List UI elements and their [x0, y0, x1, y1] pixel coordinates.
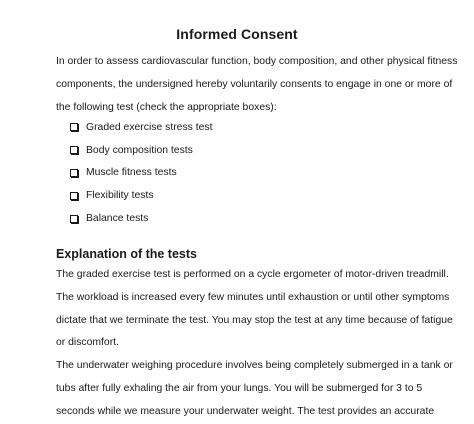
checklist-item-label: Muscle fitness tests — [86, 167, 177, 179]
checklist-item-label: Graded exercise stress test — [86, 121, 213, 133]
explanation-line: The workload is increased every few minutes until exhaustion or until other symptoms — [56, 291, 450, 303]
checklist-item-flexibility[interactable] — [70, 184, 212, 207]
explanation-paragraph — [56, 264, 466, 424]
intro-paragraph — [56, 51, 466, 119]
intro-line: the following test (check the appropriate boxes): — [56, 101, 277, 113]
checklist-item-muscle-fitness[interactable] — [70, 162, 212, 185]
explanation-line: The underwater weighing procedure involves being completely submerged in a tank or — [56, 360, 453, 372]
explanation-line: seconds while we measure your underwater weight. The test provides an accurate — [56, 405, 435, 417]
explanation-line: The graded exercise test is performed on a cycle ergometer of motor-driven treadmill. — [56, 269, 449, 280]
intro-line: In order to assess cardiovascular function, body composition, and other physical fitness — [56, 56, 458, 67]
checklist-item-balance[interactable] — [70, 207, 212, 230]
explanation-line: tubs after fully exhaling the air from your lungs. You will be submerged for 3 to 5 — [56, 382, 423, 394]
checklist-item-graded-exercise[interactable] — [70, 116, 212, 139]
checkbox-icon[interactable] — [70, 192, 78, 200]
checklist-item-label: Flexibility tests — [86, 190, 154, 202]
explanation-line: or discomfort. — [56, 337, 119, 349]
checkbox-icon[interactable] — [70, 215, 78, 223]
section-heading: Explanation of the tests — [56, 247, 197, 261]
intro-line: components, the undersigned hereby voluntarily consents to engage in one or more of — [56, 78, 453, 90]
test-checklist — [70, 116, 212, 230]
explanation-line: dictate that we terminate the test. You may stop the test at any time because of fatigue — [56, 314, 453, 326]
document-title: Informed Consent — [176, 26, 298, 42]
checkbox-icon[interactable] — [70, 169, 78, 177]
checklist-item-label: Body composition tests — [86, 144, 193, 156]
checklist-item-body-composition[interactable] — [70, 139, 212, 162]
checklist-item-label: Balance tests — [86, 213, 149, 225]
checkbox-icon[interactable] — [70, 146, 78, 154]
checkbox-icon[interactable] — [70, 123, 78, 131]
